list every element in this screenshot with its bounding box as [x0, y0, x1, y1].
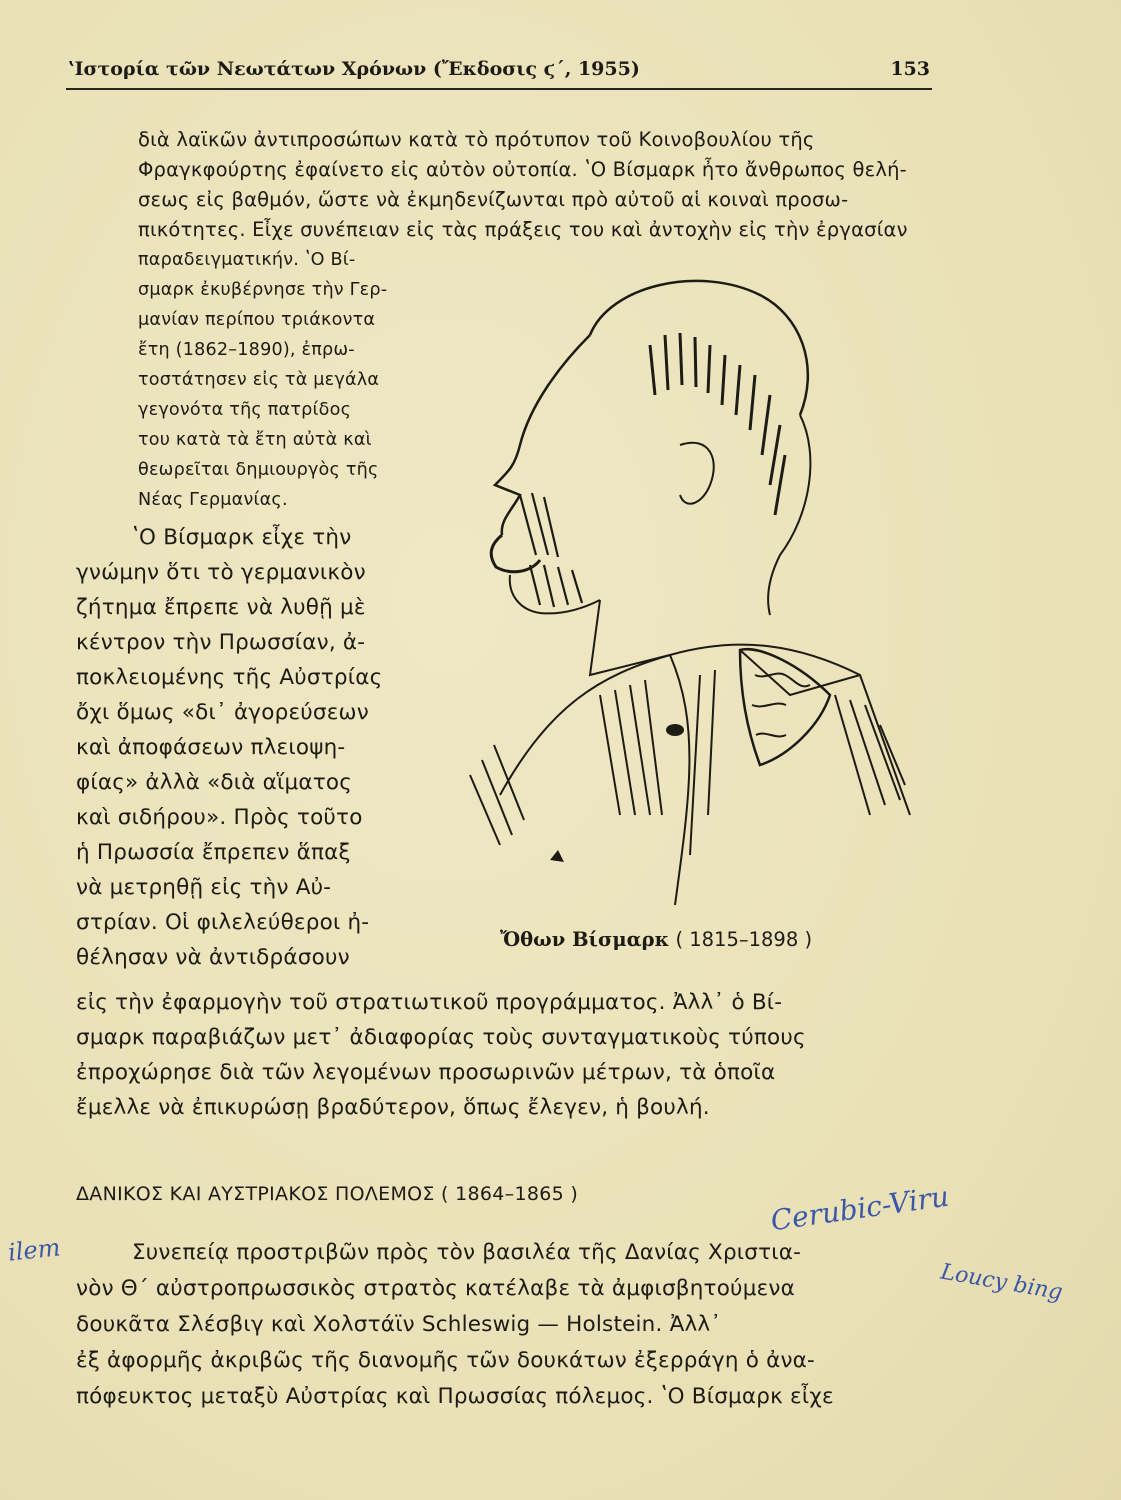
body-line: ζήτημα ἔπρεπε νὰ λυθῇ μὲ: [76, 595, 366, 620]
body-line: ἡ Πρωσσία ἔπρεπεν ἅπαξ: [76, 840, 351, 865]
body-line: καὶ ἀποφάσεων πλειοψη-: [76, 735, 346, 760]
body-line: φίας» ἀλλὰ «διὰ αἵματος: [76, 770, 353, 795]
body-line: διὰ λαϊκῶν ἀντιπροσώπων κατὰ τὸ πρότυπον τοῦ Κοινοβουλίου τῆς: [138, 128, 815, 151]
body-line: δουκᾶτα Σλέσβιγ καὶ Χολστάϊν Schleswig — Holstein. Ἀλλ᾽: [76, 1312, 722, 1337]
body-line: Συνεπείᾳ προστριβῶν πρὸς τὸν βασιλέα τῆς Δανίας Χριστια-: [132, 1240, 802, 1265]
body-line: του κατὰ τὰ ἔτη αὐτὰ καὶ: [138, 430, 372, 450]
body-line: μανίαν περίπου τριάκοντα: [138, 310, 376, 330]
body-line: πόφευκτος μεταξὺ Αὐστρίας καὶ Πρωσσίας πόλεμος. ʽΟ Βίσμαρκ εἶχε: [76, 1384, 834, 1409]
body-line: πικότητες. Εἶχε συνέπειαν εἰς τὰς πράξεις του καὶ ἀντοχὴν εἰς τὴν ἐργασίαν: [138, 218, 908, 241]
running-header: [68, 58, 930, 86]
body-line: σμαρκ ἐκυβέρνησε τὴν Γερ-: [138, 280, 388, 300]
body-line: στρίαν. Οἱ φιλελεύθεροι ἠ-: [76, 910, 370, 935]
body-line: σεως εἰς βαθμόν, ὥστε νὰ ἐκμηδενίζωνται πρὸ αὐτοῦ αἱ κοιναὶ προσω-: [138, 188, 849, 211]
body-line: θεωρεῖται δημιουργὸς τῆς: [138, 460, 379, 480]
header-title: ʽΙστορία τῶν Νεωτάτων Χρόνων (Ἔκδοσις ϛ΄, 1955): [68, 58, 640, 80]
body-line: τοστάτησεν εἰς τὰ μεγάλα: [138, 370, 380, 390]
body-line: σμαρκ παραβιάζων μετ᾽ ἀδιαφορίας τοὺς συνταγματικοὺς τύπους: [76, 1025, 806, 1050]
body-line: ἔμελλε νὰ ἐπικυρώσῃ βραδύτερον, ὅπως ἔλεγεν, ἡ βουλή.: [76, 1095, 710, 1120]
body-line: παραδειγματικήν. ʽΟ Βί-: [138, 250, 356, 270]
body-line: κέντρον τὴν Πρωσσίαν, ἀ-: [76, 630, 366, 655]
body-line: νὰ μετρηθῇ εἰς τὴν Αὐ-: [76, 875, 332, 900]
handwritten-note: ilem: [6, 1233, 62, 1267]
handwritten-note: Cerubic-Viru: [768, 1179, 951, 1238]
body-line: ἐξ ἀφορμῆς ἀκριβῶς τῆς διανομῆς τῶν δουκάτων ἐξερράγη ὁ ἀνα-: [76, 1348, 816, 1373]
body-line: γεγονότα τῆς πατρίδος: [138, 400, 352, 420]
body-line: γνώμην ὅτι τὸ γερμανικὸν: [76, 560, 366, 585]
caption-dates: ( 1815–1898 ): [675, 928, 813, 951]
header-rule: [66, 88, 932, 90]
caption-name: Ὄθων Βίσμαρκ: [500, 928, 670, 951]
portrait-caption: [500, 928, 812, 951]
body-line: ὄχι ὅμως «δι᾽ ἀγορεύσεων: [76, 700, 369, 725]
body-line: Νέας Γερμανίας.: [138, 490, 288, 510]
body-line: ἔτη (1862–1890), ἐπρω-: [138, 340, 355, 360]
handwritten-note: Loucy bing: [938, 1259, 1065, 1306]
body-line: ποκλειομένης τῆς Αὐστρίας: [76, 665, 383, 690]
bismarck-portrait: [440, 255, 920, 915]
body-line: ʽΟ Βίσμαρκ εἶχε τὴν: [132, 525, 352, 550]
body-line: θέλησαν νὰ ἀντιδράσουν: [76, 945, 350, 970]
body-line: καὶ σιδήρου». Πρὸς τοῦτο: [76, 805, 363, 830]
body-line: εἰς τὴν ἐφαρμογὴν τοῦ στρατιωτικοῦ προγράμματος. Ἀλλ᾽ ὁ Βί-: [76, 990, 783, 1015]
page-number: 153: [890, 58, 930, 80]
body-line: νὸν Θ΄ αὐστροπρωσσικὸς στρατὸς κατέλαβε τὰ ἀμφισβητούμενα: [76, 1276, 795, 1301]
body-line: ἐπροχώρησε διὰ τῶν λεγομένων προσωρινῶν μέτρων, τὰ ὁποῖα: [76, 1060, 776, 1085]
section-heading: ΔΑΝΙΚΟΣ ΚΑΙ ΑΥΣΤΡΙΑΚΟΣ ΠΟΛΕΜΟΣ ( 1864–1865 ): [76, 1183, 579, 1205]
body-line: Φραγκφούρτης ἐφαίνετο εἰς αὐτὸν οὐτοπία. ʽΟ Βίσμαρκ ἦτο ἄνθρωπος θελή-: [138, 158, 907, 181]
